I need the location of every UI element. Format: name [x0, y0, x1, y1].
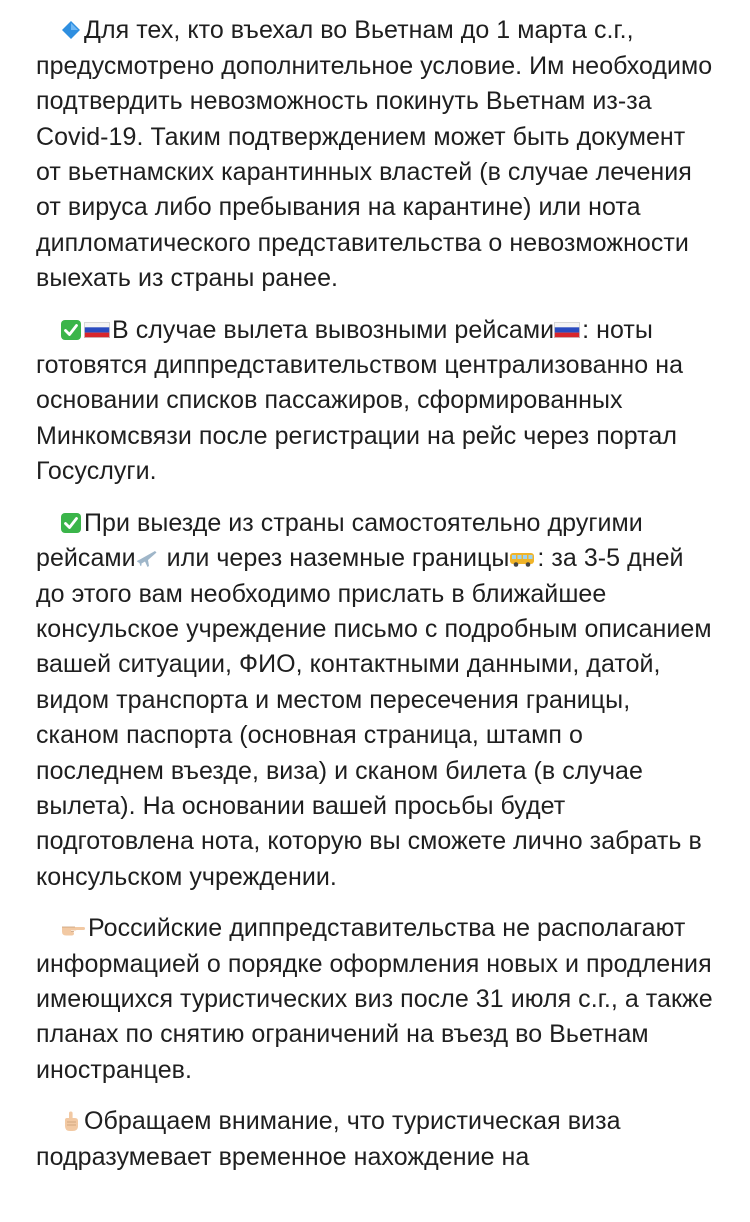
paragraph-4 — [36, 911, 716, 1088]
russia-flag-icon — [554, 320, 580, 340]
paragraph-1 — [36, 13, 716, 296]
bus-icon — [509, 547, 535, 569]
russia-flag-icon — [84, 320, 110, 340]
check-mark-icon — [60, 319, 82, 341]
top-fragment — [36, 0, 716, 5]
paragraph-4-text: Российские диппредставительства не располагают информацией о порядке оформления новых и продления имеющихся туристических виз после 31 июля с.г., а также планах по снятию ограничений на въезд во Вьетнам иностранцев. — [36, 914, 713, 1084]
paragraph-2-lead: В случае вылета вывозными рейсами — [112, 315, 555, 344]
check-mark-icon — [60, 512, 82, 534]
paragraph-3-part2: или через наземные границы — [159, 544, 510, 573]
blue-diamond-icon — [60, 19, 82, 41]
paragraph-2 — [36, 313, 716, 490]
paragraph-3-part1: При выезде из страны самостоятельно другими рейсами — [36, 508, 643, 573]
paragraph-1-text: Для тех, кто въехал во Вьетнам до 1 марта с.г., предусмотрено дополнительное условие. Им необходимо подтвердить невозможность покинуть Вьетнам из-за Covid-19. Таким подтверждением может быть документ от вьетнамских карантинных властей (в случае лечения от вируса либо пребывания на карантине) или нота дипломатического представительства о невозможности выехать из страны ранее. — [36, 16, 713, 293]
paragraph-3 — [36, 506, 716, 895]
paragraph-5-text: Обращаем внимание, что туристическая виза подразумевает временное нахождение на — [36, 1107, 621, 1171]
pointing-up-icon — [60, 1110, 82, 1132]
pointing-hand-icon — [60, 917, 86, 939]
paragraph-3-part3: : за 3-5 дней до этого вам необходимо прислать в ближайшее консульское учреждение письмо с подробным описанием вашей ситуации, ФИО, контактными данными, датой, видом транспорта и местом пересечения границы, сканом паспорта (основная страница, штамп о последнем въезде, виза) и сканом билета (в случае вылета). На основании вашей просьбы будет подготовлена нота, которую вы сможете лично забрать в консульском учреждении. — [36, 544, 712, 891]
paragraph-2-rest: : ноты готовятся диппредставительством централизованно на основании списков пассажиров, сформированных Минкомсвязи после регистрации на рейс через портал Госуслуги. — [36, 315, 684, 486]
paragraph-5 — [36, 1104, 716, 1175]
airplane-icon — [136, 547, 158, 569]
